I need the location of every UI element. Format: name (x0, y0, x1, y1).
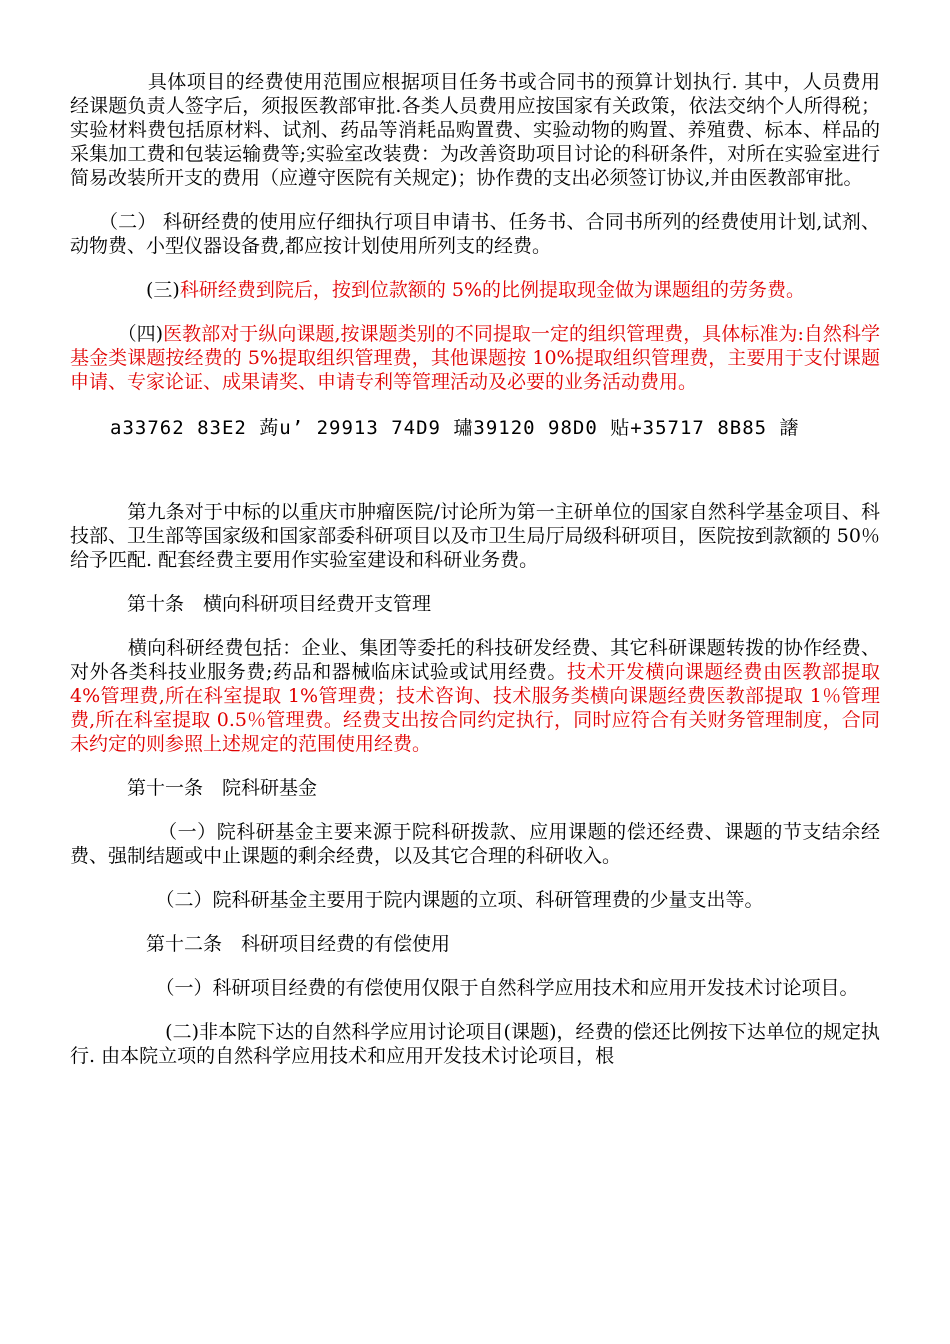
paragraph-item-3 (70, 278, 880, 302)
document-page (70, 70, 880, 1068)
horizontal-funding-fee-text: 技术开发横向课题经费由医教部提取 4%管理费,所在科室提取 1%管理费；技术咨询、技术服务类横向课题经费医教部提取 1％管理费,所在科室提取 0.5％管理费。经费支出按合同约定执行，同时应符合有关财务管理制度，合同未约定的则参照上述规定的范围使用经费。 (70, 661, 880, 755)
paragraph-repayment-ratio: (二)非本院下达的自然科学应用讨论项目(课题)，经费的偿还比例按下达单位的规定执行. 由本院立项的自然科学应用技术和应用开发技术讨论项目，根 (70, 1021, 880, 1067)
paragraph-item-4 (70, 322, 880, 394)
item-3-text: 科研经费到院后，按到位款额的 5%的比例提取现金做为课题组的劳务费。 (179, 279, 806, 301)
paragraph-horizontal-funding (70, 636, 880, 756)
paragraph-paid-use-scope: （一）科研项目经费的有偿使用仅限于自然科学应用技术和应用开发技术讨论项目。 (70, 977, 859, 999)
item-3-number: (三) (70, 279, 180, 301)
horizontal-funding-text: 横向科研经费包括：企业、集团等委托的科技研发经费、其它科研课题转拨的协作经费、对外各类科技业服务费;药品和器械临床试验或试用经费。 (70, 637, 880, 683)
heading-article-12: 第十二条 科研项目经费的有偿使用 (70, 933, 451, 955)
paragraph-article-9: 第九条对于中标的以重庆市肿瘤医院/讨论所为第一主研单位的国家自然科学基金项目、科技部、卫生部等国家级和国家部委科研项目以及市卫生局厅局级科研项目，医院按到款额的 50％给予匹配. 配套经费主要用作实验室建设和科研业务费。 (70, 501, 880, 571)
heading-article-10: 第十条 横向科研项目经费开支管理 (70, 593, 432, 615)
item-4-text: 医教部对于纵向课题,按课题类别的不同提取一定的组织管理费，具体标准为:自然科学基金类课题按经费的 5%提取组织管理费，其他课题按 10%提取组织管理费，主要用于支付课题申请、专家论证、成果请奖、申请专利等管理活动及必要的业务活动费用。 (70, 323, 880, 393)
heading-article-11: 第十一条 院科研基金 (70, 777, 318, 799)
item-4-number: （四) (70, 323, 164, 345)
paragraph-budget-scope: 具体项目的经费使用范围应根据项目任务书或合同书的预算计划执行. 其中，人员费用经课题负责人签字后，须报医教部审批.各类人员费用应按国家有关政策，依法交纳个人所得税；实验材料费包括原材料、试剂、药品等消耗品购置费、实验动物的购置、养殖费、标本、样品的采集加工费和包装运输费等;实验室改装费：为改善资助项目讨论的科研条件，对所在实验室进行简易改装所开支的费用（应遵守医院有关规定)；协作费的支出必须签订协议,并由医教部审批。 (70, 71, 880, 189)
paragraph-item-2: （二） 科研经费的使用应仔细执行项目申请书、任务书、合同书所列的经费使用计划,试剂、动物费、小型仪器设备费,都应按计划使用所列支的经费。 (70, 211, 880, 257)
paragraph-fund-source: （一）院科研基金主要来源于院科研拨款、应用课题的偿还经费、课题的节支结余经费、强制结题或中止课题的剩余经费，以及其它合理的科研收入。 (70, 821, 880, 867)
paragraph-fund-usage: （二）院科研基金主要用于院内课题的立项、科研管理费的少量支出等。 (70, 889, 764, 911)
garbled-text-line: a33762 83E2 蒟u’ 29913 74D9 璛39120 98D0 贴+35717 8B85 譇 (70, 417, 800, 439)
